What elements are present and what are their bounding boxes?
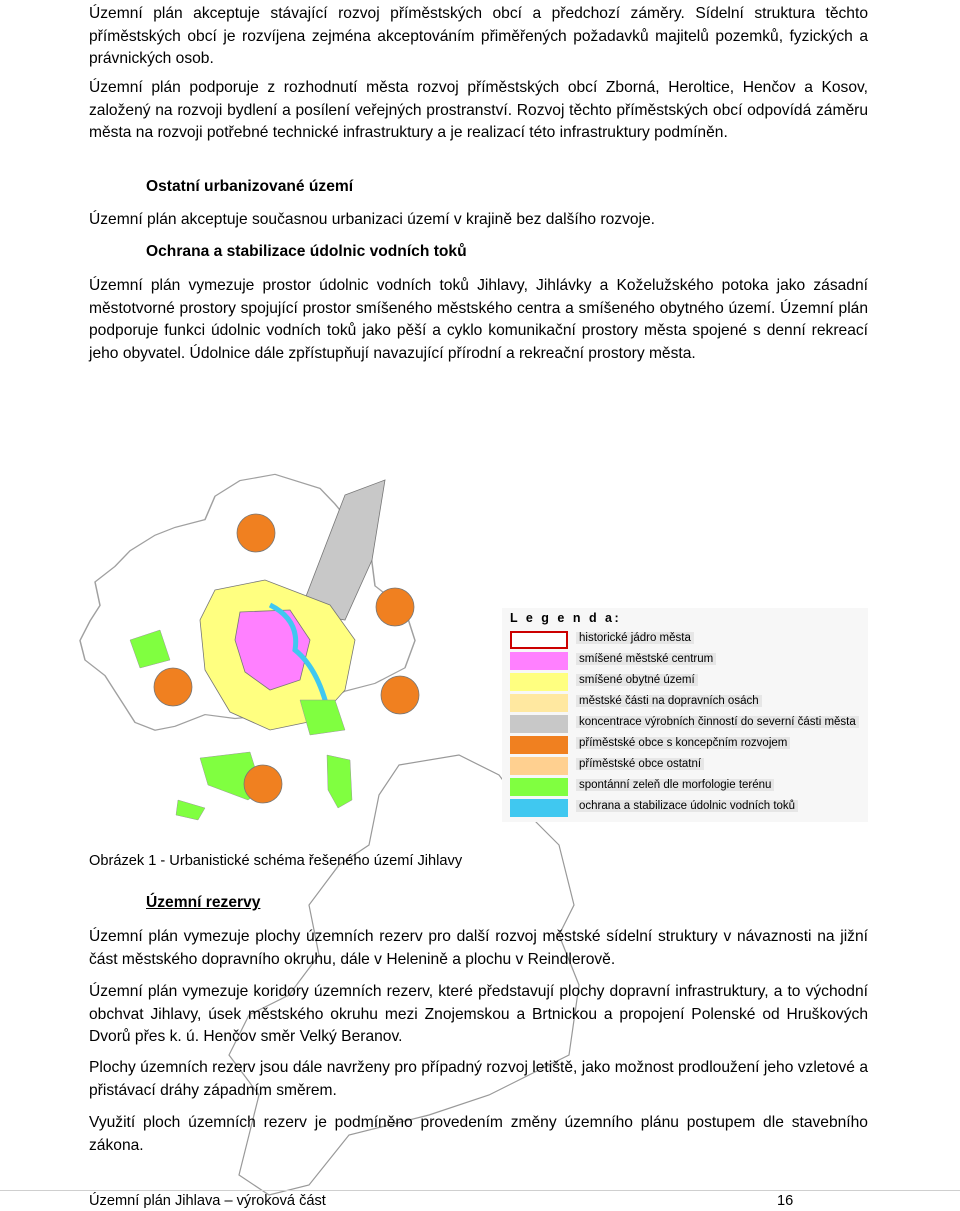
legend-swatch	[510, 736, 568, 754]
figure-caption: Obrázek 1 - Urbanistické schéma řešeného území Jihlavy	[89, 853, 463, 869]
legend-item	[510, 714, 862, 734]
legend-swatch	[510, 652, 568, 670]
legend-label: příměstské obce s koncepčním rozvojem	[576, 737, 790, 749]
legend-item	[510, 777, 862, 797]
heading-ochrana: Ochrana a stabilizace údolnic vodních toků	[146, 243, 467, 260]
legend-swatch	[510, 673, 568, 691]
legend-label: ochrana a stabilizace údolnic vodních toků	[576, 800, 798, 812]
legend-label: spontánní zeleň dle morfologie terénu	[576, 779, 774, 791]
paragraph-rezervy-4: Využití ploch územních rezerv je podmíněno provedením změny územního plánu postupem dle stavebního zákona.	[89, 1114, 868, 1154]
footer-document-title: Územní plán Jihlava – výroková část	[89, 1193, 326, 1209]
legend-title: L e g e n d a:	[510, 611, 622, 625]
legend-swatch	[510, 715, 568, 733]
paragraph-intro-1: Územní plán akceptuje stávající rozvoj příměstských obcí a předchozí záměry. Sídelní struktura těchto příměstských obcí je rozvíjena zejména akceptováním přiměřených požadavků majitelů pozemků, fyzických a právnických osob.	[89, 5, 868, 67]
legend-item	[510, 672, 862, 692]
legend-label: koncentrace výrobních činností do severní části města	[576, 716, 859, 728]
industry-zone	[300, 480, 385, 620]
legend-label: historické jádro města	[576, 632, 694, 644]
legend-item	[510, 735, 862, 755]
paragraph-rezervy-1: Územní plán vymezuje plochy územních rezerv pro další rozvoj městské sídelní struktury v návaznosti na jižní část městského dopravního okruhu, dále v Helenině a plochu v Reindlerově.	[89, 928, 868, 968]
river-corridor	[270, 605, 330, 720]
legend-item	[510, 630, 862, 650]
heading-rezervy: Územní rezervy	[146, 894, 261, 911]
greenery-patch	[130, 630, 170, 668]
legend-label: smíšené obytné území	[576, 674, 698, 686]
legend-swatch	[510, 757, 568, 775]
paragraph-ochrana: Územní plán vymezuje prostor údolnic vodních toků Jihlavy, Jihlávky a Koželužského potoka jako zásadní městotvorné prostory spojující prostor smíšeného městského centra a smíšeného obytného území. Územní plán podporuje funkci údolnic vodních toků jako pěší a cyklo komunikační prostory města spojené s denní rekreací jeho obyvatel. Údolnice dále zpřístupňují navazující přírodní a rekreační prostory města.	[89, 277, 868, 362]
legend-swatch	[510, 778, 568, 796]
legend-item	[510, 756, 862, 776]
residential-zone	[200, 580, 355, 730]
legend-swatch	[510, 631, 568, 649]
legend-label: městské části na dopravních osách	[576, 695, 762, 707]
village-circle	[154, 668, 192, 706]
center-zone	[235, 610, 310, 690]
map-legend	[502, 608, 868, 822]
village-circle	[381, 676, 419, 714]
legend-swatch	[510, 694, 568, 712]
village-circle	[237, 514, 275, 552]
legend-item	[510, 798, 862, 818]
heading-ostatni: Ostatní urbanizované území	[146, 178, 354, 195]
paragraph-rezervy-3: Plochy územních rezerv jsou dále navrženy pro případný rozvoj letiště, jako možnost prodloužení jeho vzletové a přistávací dráhy západním směrem.	[89, 1059, 868, 1099]
legend-label: smíšené městské centrum	[576, 653, 716, 665]
paragraph-ostatni: Územní plán akceptuje současnou urbanizaci území v krajině bez dalšího rozvoje.	[89, 211, 656, 228]
legend-item	[510, 693, 862, 713]
map-lower-shapes	[89, 760, 469, 835]
paragraph-intro-2: Územní plán podporuje z rozhodnutí města rozvoj příměstských obcí Zborná, Heroltice, Henčov a Kosov, založený na rozvoji bydlení a posílení veřejných prostranství. Rozvoj těchto příměstských obcí odpovídá záměru města na rozvoji potřebné technické infrastruktury a je realizací této infrastruktury podmíněn.	[89, 79, 868, 141]
page-number: 16	[777, 1193, 794, 1209]
footer-divider	[0, 1190, 960, 1191]
legend-swatch	[510, 799, 568, 817]
paragraph-rezervy-2: Územní plán vymezuje koridory územních rezerv, které představují plochy dopravní infrastruktury, a to východní obchvat Jihlavy, úsek městského okruhu mezi Znojemskou a Brtnickou a propojení Polenské od Hruškových Dvorů přes k. ú. Henčov směr Velký Beranov.	[89, 983, 868, 1045]
village-circle	[376, 588, 414, 626]
legend-item	[510, 651, 862, 671]
legend-label: příměstské obce ostatní	[576, 758, 704, 770]
greenery-patch	[300, 700, 345, 735]
territory-boundary	[80, 474, 415, 730]
